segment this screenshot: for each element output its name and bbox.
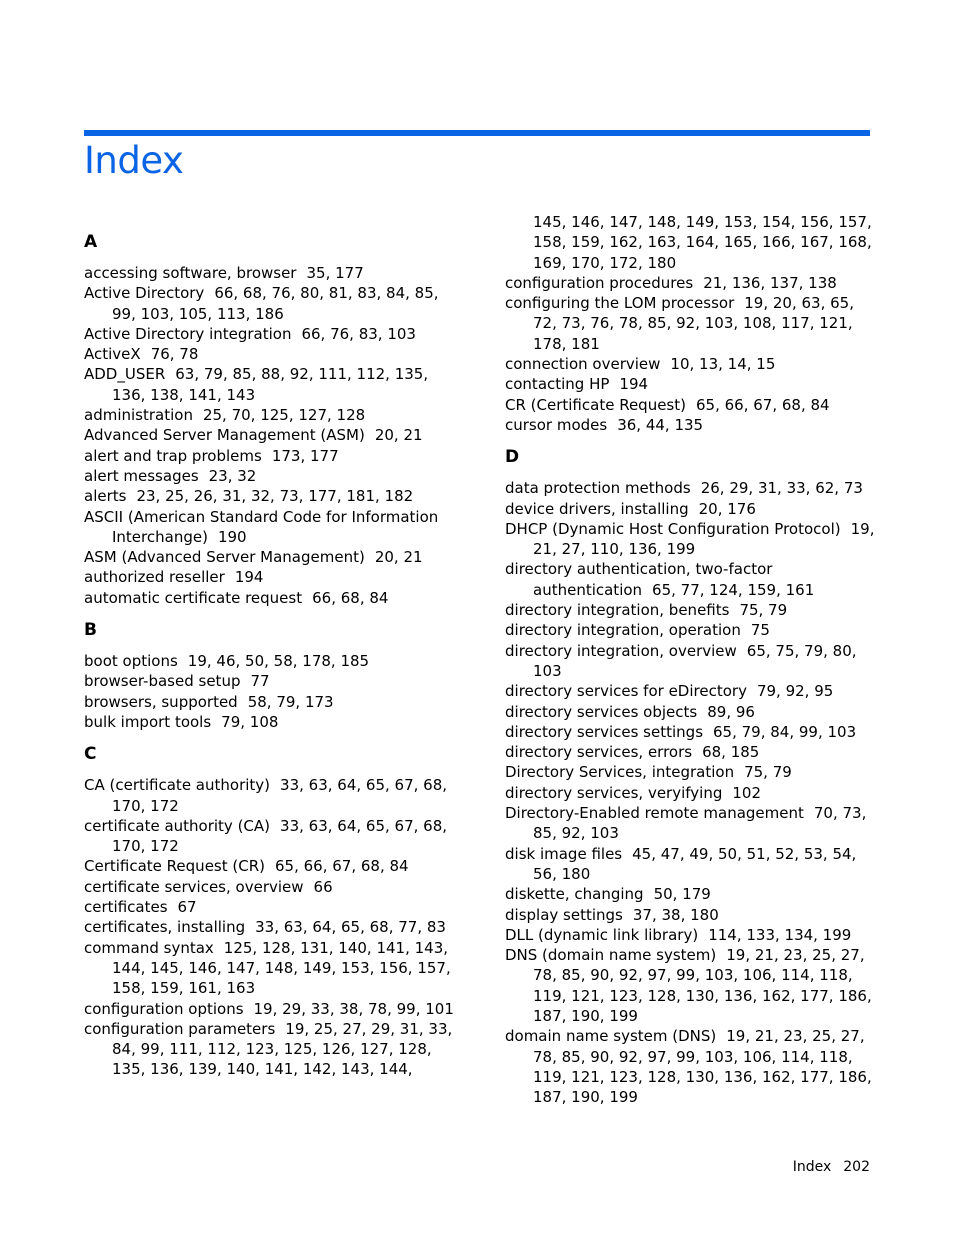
index-entry	[505, 374, 875, 394]
entry-term: directory services, errors	[505, 743, 693, 762]
entry-term: boot options	[84, 652, 178, 671]
index-entry	[505, 722, 875, 742]
entry-term: certificates	[84, 898, 168, 917]
index-entry	[505, 559, 875, 600]
index-entry	[505, 395, 875, 415]
index-entry	[84, 692, 454, 712]
entry-term: Active Directory integration	[84, 324, 292, 343]
entry-term: configuration parameters	[84, 1019, 276, 1038]
entry-pages: 190	[217, 527, 247, 546]
index-entry	[505, 783, 875, 803]
entry-pages: 26, 29, 31, 33, 62, 73	[700, 479, 863, 498]
index-section	[84, 232, 454, 608]
index-entry	[84, 877, 454, 897]
entry-pages: 102	[732, 783, 762, 802]
entry-term: contacting HP	[505, 375, 610, 394]
index-section	[84, 744, 454, 1079]
entry-pages: 19, 21, 23, 25, 27, 78, 85, 90, 92, 97, 99, 103, 106, 114, 118, 119, 121, 123, 128, 130, 136, 162, 177, 186, 187, 190, 199	[533, 1027, 872, 1107]
entry-pages: 33, 63, 64, 65, 67, 68, 170, 172	[112, 776, 448, 815]
entry-pages: 58, 79, 173	[247, 692, 334, 711]
section-letter: C	[84, 744, 97, 765]
entry-pages: 194	[234, 568, 264, 587]
entry-pages: 45, 47, 49, 50, 51, 52, 53, 54, 56, 180	[533, 844, 857, 883]
entry-pages: 25, 70, 125, 127, 128	[202, 406, 366, 425]
index-entry	[84, 425, 454, 445]
entry-term: ADD_USER	[84, 365, 166, 384]
entry-pages: 70, 73, 85, 92, 103	[533, 804, 867, 843]
entry-pages: 75	[750, 621, 770, 640]
entry-term: CA (certificate authority)	[84, 776, 271, 795]
index-entry	[84, 671, 454, 691]
index-entry	[505, 844, 875, 885]
index-entry	[505, 273, 875, 293]
entry-term: configuring the LOM processor	[505, 294, 735, 313]
entry-pages: 35, 177	[306, 264, 364, 282]
entry-term: accessing software, browser	[84, 264, 297, 282]
entry-term: Directory Services, integration	[505, 763, 735, 782]
index-entry	[84, 712, 454, 732]
index-entry	[84, 324, 454, 344]
entry-pages: 50, 179	[653, 885, 711, 904]
entry-pages: 63, 79, 85, 88, 92, 111, 112, 135, 136, 138, 141, 143	[112, 365, 429, 404]
entry-term: administration	[84, 406, 193, 425]
index-entry	[505, 925, 875, 945]
entry-pages: 66	[313, 877, 333, 896]
index-entry	[84, 856, 454, 876]
entry-term: authorized reseller	[84, 568, 225, 587]
entry-pages: 194	[619, 375, 649, 394]
index-entry	[84, 775, 454, 816]
entry-pages: 65, 77, 124, 159, 161	[652, 580, 815, 599]
entry-term: configuration options	[84, 999, 244, 1018]
entry-term: browsers, supported	[84, 692, 238, 711]
entry-pages: 76, 78	[150, 345, 199, 364]
index-section	[84, 620, 454, 732]
entry-term: directory services settings	[505, 722, 704, 741]
entry-term: command syntax	[84, 938, 214, 957]
entry-term: directory authentication, two-factor authentication	[505, 560, 773, 599]
section-letter: A	[84, 232, 98, 252]
entry-pages: 20, 21	[374, 426, 423, 445]
entry-term: Certificate Request (CR)	[84, 857, 265, 876]
entry-pages: 145, 146, 147, 148, 149, 153, 154, 156, 157, 158, 159, 162, 163, 164, 165, 166, 167, 168, 169, 170, 172, 180	[533, 213, 872, 272]
entry-term: certificate services, overview	[84, 877, 304, 896]
entry-pages: 37, 38, 180	[632, 905, 719, 924]
entry-term: DLL (dynamic link library)	[505, 925, 699, 944]
index-entry	[84, 897, 454, 917]
entry-term: bulk import tools	[84, 712, 212, 731]
index-entry	[84, 466, 454, 486]
entry-pages: 66, 76, 83, 103	[301, 324, 416, 343]
entry-term: Advanced Server Management (ASM)	[84, 426, 365, 445]
index-column-left	[84, 232, 454, 1080]
c-entries-continued	[505, 273, 875, 435]
index-entry	[505, 499, 875, 519]
index-entry	[505, 415, 875, 435]
index-entry	[84, 486, 454, 506]
index-entry	[84, 1019, 454, 1080]
index-entry	[84, 938, 454, 999]
entry-pages: 21, 136, 137, 138	[703, 273, 837, 292]
entry-pages: 77	[250, 672, 270, 691]
entry-term: cursor modes	[505, 415, 608, 434]
entry-pages: 19, 29, 33, 38, 78, 99, 101	[253, 999, 454, 1018]
right-sections	[505, 447, 875, 1107]
entry-term: directory integration, operation	[505, 621, 741, 640]
section-letter: B	[84, 620, 97, 641]
index-entry	[505, 354, 875, 374]
index-entry	[84, 283, 454, 324]
index-entry	[84, 364, 454, 405]
index-entry	[505, 884, 875, 904]
entry-term: directory services for eDirectory	[505, 682, 747, 701]
index-entry	[505, 702, 875, 722]
entry-pages: 67	[177, 898, 197, 917]
entry-pages: 19, 25, 27, 29, 31, 33, 84, 99, 111, 112, 123, 125, 126, 127, 128, 135, 136, 139, 140, 141, 142, 143, 144,	[112, 1019, 453, 1079]
index-entry	[84, 344, 454, 364]
index-entry	[84, 446, 454, 466]
entry-pages: 68, 185	[702, 743, 760, 762]
entry-pages: 79, 108	[221, 712, 279, 731]
index-section	[505, 447, 875, 1107]
index-entry	[505, 519, 875, 560]
entry-pages: 66, 68, 84	[312, 588, 389, 607]
index-entry	[84, 405, 454, 425]
entry-term: Directory-Enabled remote management	[505, 804, 804, 823]
entry-pages: 20, 21	[374, 548, 423, 567]
index-entry	[505, 1026, 875, 1107]
entry-term: ActiveX	[84, 345, 141, 364]
entry-pages: 65, 66, 67, 68, 84	[274, 857, 409, 876]
index-entry	[84, 816, 454, 857]
entry-term: DHCP (Dynamic Host Configuration Protocol)	[505, 519, 841, 538]
entry-pages: 75, 79	[744, 763, 792, 782]
entry-term: CR (Certificate Request)	[505, 395, 686, 414]
entry-term: directory services objects	[505, 702, 698, 721]
index-entry	[84, 547, 454, 567]
entry-pages: 66, 68, 76, 80, 81, 83, 84, 85, 99, 103, 105, 113, 186	[112, 284, 439, 323]
entry-term: directory integration, benefits	[505, 601, 730, 620]
page-footer	[793, 1158, 870, 1176]
title-rule	[84, 130, 870, 136]
entry-term: display settings	[505, 905, 623, 924]
entry-pages: 23, 25, 26, 31, 32, 73, 177, 181, 182	[136, 487, 414, 506]
entry-pages: 65, 75, 79, 80, 103	[533, 641, 857, 680]
entry-term: device drivers, installing	[505, 499, 689, 518]
entry-pages: 125, 128, 131, 140, 141, 143, 144, 145, 146, 147, 148, 149, 153, 156, 157, 158, 159, 161, 163	[112, 938, 451, 998]
entry-pages: 10, 13, 14, 15	[670, 355, 776, 374]
entry-pages: 75, 79	[739, 601, 788, 620]
entry-pages: 65, 66, 67, 68, 84	[695, 395, 830, 414]
index-column-right	[505, 212, 875, 1107]
page-number: 202	[843, 1159, 870, 1175]
entry-pages: 19, 21, 23, 25, 27, 78, 85, 90, 92, 97, 99, 103, 106, 114, 118, 119, 121, 123, 128, 130, 136, 162, 177, 186, 187, 190, 199	[533, 946, 872, 1025]
index-entry	[505, 762, 875, 782]
entry-pages: 65, 79, 84, 99, 103	[713, 722, 857, 741]
entry-term: domain name system (DNS)	[505, 1027, 717, 1046]
entry-term: alert and trap problems	[84, 446, 262, 465]
footer-label: Index	[792, 1159, 832, 1175]
section-letter: D	[505, 447, 520, 468]
entry-pages: 36, 44, 135	[617, 415, 704, 434]
continuation-entry	[505, 212, 875, 273]
entry-pages: 23, 32	[208, 466, 257, 485]
index-entry	[84, 999, 454, 1019]
index-entry	[505, 905, 875, 925]
entry-term: automatic certificate request	[84, 588, 303, 607]
entry-term: Active Directory	[84, 284, 205, 303]
entry-term: browser-based setup	[84, 672, 241, 691]
index-entry	[505, 641, 875, 682]
entry-term: certificates, installing	[84, 918, 246, 937]
entry-pages: 89, 96	[707, 702, 755, 721]
index-entry	[84, 507, 454, 548]
entry-pages: 114, 133, 134, 199	[708, 925, 852, 944]
entry-pages: 79, 92, 95	[756, 682, 834, 701]
entry-pages: 33, 63, 64, 65, 68, 77, 83	[255, 918, 446, 937]
index-entry	[505, 620, 875, 640]
entry-term: alert messages	[84, 466, 199, 485]
index-entry	[505, 945, 875, 1026]
entry-term: disk image files	[505, 844, 623, 863]
entry-pages: 19, 21, 27, 110, 136, 199	[533, 519, 875, 559]
index-entry	[505, 293, 875, 354]
index-entry	[84, 651, 454, 671]
index-entry	[84, 567, 454, 587]
entry-term: DNS (domain name system)	[505, 946, 717, 965]
entry-term: directory integration, overview	[505, 641, 737, 660]
entry-term: alerts	[84, 487, 127, 506]
entry-term: diskette, changing	[505, 885, 644, 904]
index-entry	[505, 803, 875, 844]
index-entry	[84, 917, 454, 937]
page-title: Index	[84, 139, 184, 182]
entry-pages: 33, 63, 64, 65, 67, 68, 170, 172	[112, 816, 448, 856]
entry-pages: 19, 20, 63, 65, 72, 73, 76, 78, 85, 92, 103, 108, 117, 121, 178, 181	[533, 294, 854, 353]
index-entry	[505, 478, 875, 498]
entry-term: certificate authority (CA)	[84, 816, 271, 835]
index-entry	[505, 681, 875, 701]
entry-term: ASCII (American Standard Code for Information Interchange)	[84, 507, 439, 546]
index-entry	[84, 588, 454, 608]
index-entry	[505, 742, 875, 762]
index-entry	[505, 600, 875, 620]
index-entry	[84, 263, 454, 283]
entry-term: configuration procedures	[505, 273, 694, 292]
entry-pages: 19, 46, 50, 58, 178, 185	[187, 652, 370, 671]
entry-pages: 173, 177	[271, 446, 339, 465]
entry-pages: 20, 176	[698, 499, 756, 518]
entry-term: directory services, veryifying	[505, 783, 723, 802]
entry-term: data protection methods	[505, 479, 691, 498]
entry-term: connection overview	[505, 355, 661, 374]
entry-term: ASM (Advanced Server Management)	[84, 548, 365, 567]
